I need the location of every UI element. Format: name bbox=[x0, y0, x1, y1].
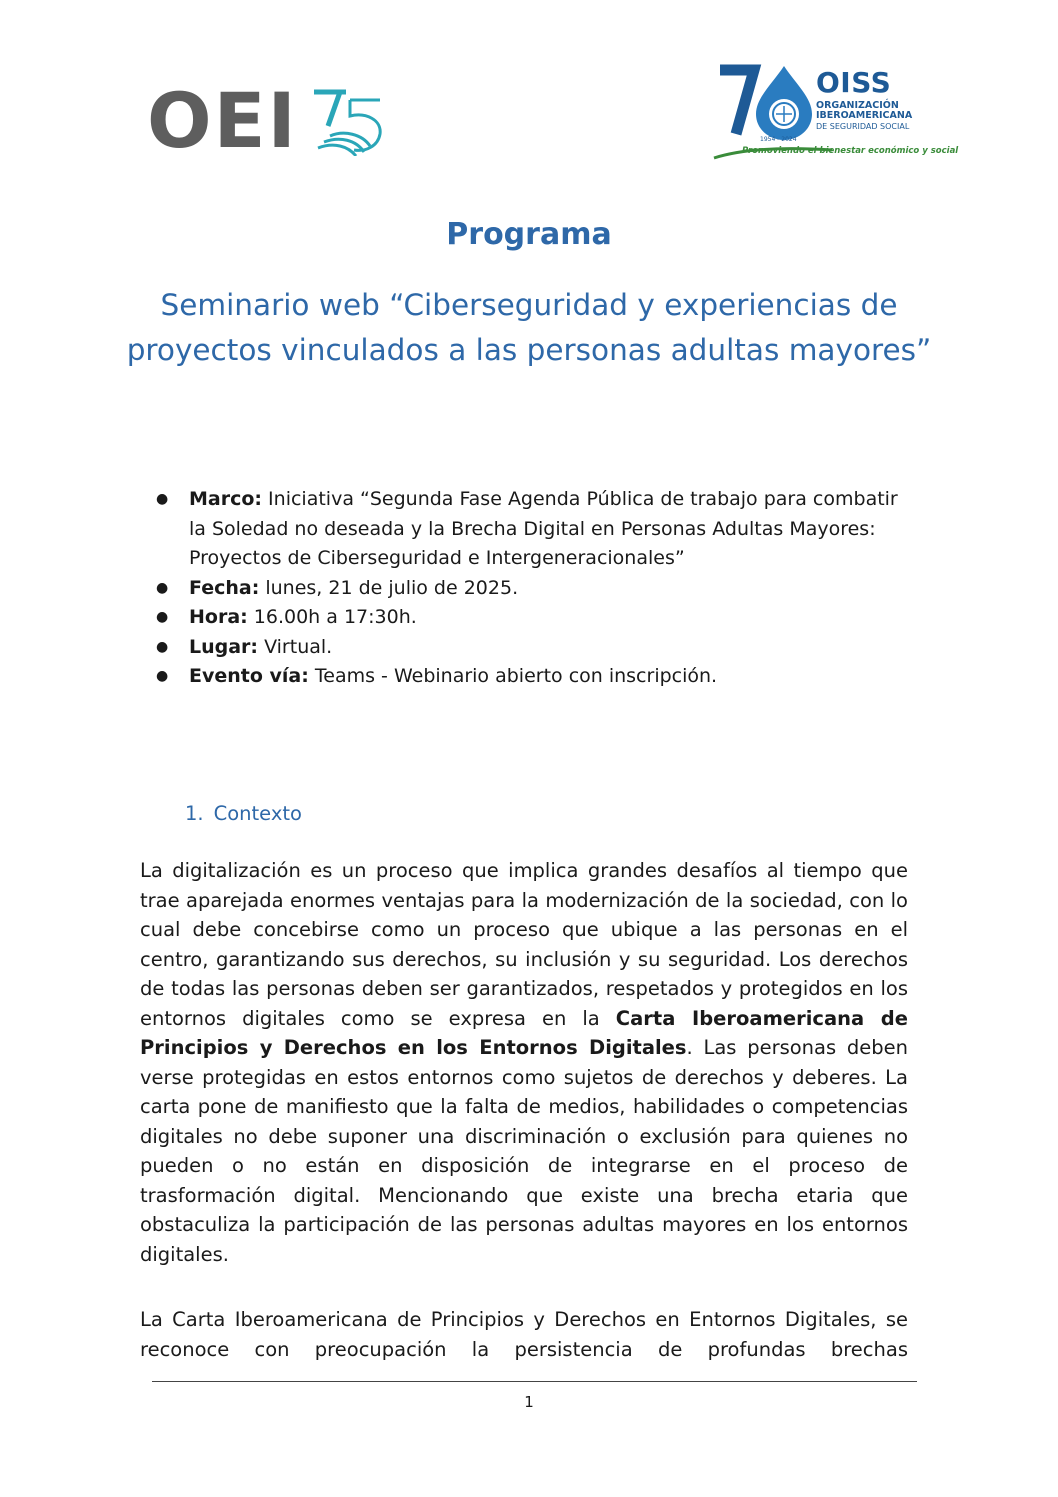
context-paragraph-2: La Carta Iberoamericana de Principios y Derechos en Entornos Digitales, se reconoce con preocupación la persistencia de profundas brechas bbox=[140, 1308, 908, 1361]
detail-item-fecha: ● Fecha: lunes, 21 de julio de 2025. bbox=[152, 574, 912, 604]
context-paragraph-1: La digitalización es un proceso que implica grandes desafíos al tiempo que trae aparejada enormes ventajas para la modernización de la sociedad, con lo cual debe concebirse como un proceso que ubique a las personas en el centro, garantizando sus derechos, su inclusión y su seguridad. Los derechos de todas las personas deben ser garantizados, respetados y protegidos en los entornos digitales como se expresa en la Carta Iberoamericana de Principios y Derechos en los Entornos Digitales. Las personas deben verse protegidas en estos entornos como sujetos de derechos y deberes. La carta pone de manifiesto que la falta de medios, habilidades o competencias digitales no debe suponer una discriminación o exclusión para quienes no pueden o no están en disposición de integrarse en el proceso de trasformación digital. Mencionando que existe una brecha etaria que obstaculiza la participación de las personas adultas mayores en los entornos digitales. bbox=[140, 859, 908, 1266]
section-heading-contexto bbox=[185, 802, 302, 825]
page-title: Programa bbox=[446, 217, 612, 252]
oei-logo-text: OEI bbox=[147, 76, 298, 165]
oei-logo bbox=[147, 76, 386, 165]
detail-item-hora: ● Hora: 16.00h a 17:30h. bbox=[152, 603, 912, 633]
carta-reference: Carta Iberoamericana de Principios y Derechos en los Entornos Digitales bbox=[140, 1006, 908, 1059]
detail-item-lugar: ● Lugar: Virtual. bbox=[152, 633, 912, 663]
oiss-logo-org: ORGANIZACIÓN IBEROAMERICANA bbox=[816, 100, 913, 121]
oei-75-mark-icon bbox=[310, 86, 386, 156]
bullet-icon: ● bbox=[156, 668, 169, 684]
section-title: Contexto bbox=[213, 802, 302, 825]
event-details-list bbox=[152, 485, 912, 692]
bullet-icon: ● bbox=[156, 609, 169, 625]
oiss-logo-name: OISS bbox=[816, 66, 892, 99]
oiss-logo-slogan: Promoviendo el bienestar económico y social bbox=[742, 146, 959, 156]
bullet-icon: ● bbox=[156, 579, 169, 596]
section-number: 1. bbox=[185, 802, 204, 825]
bullet-icon: ● bbox=[156, 491, 169, 507]
bullet-icon: ● bbox=[156, 638, 169, 655]
footer-divider bbox=[152, 1381, 917, 1382]
page-subtitle: Seminario web “Ciberseguridad y experiencias de proyectos vinculados a las personas adultas mayores” bbox=[126, 288, 932, 367]
oiss-logo-years: 1954 - 2024 bbox=[760, 136, 797, 143]
detail-item-marco: ● Marco: Iniciativa “Segunda Fase Agenda Pública de trabajo para combatir la Soledad no deseada y la Brecha Digital en Personas Adultas Mayores: Proyectos de Ciberseguridad e Intergeneracionales” bbox=[152, 485, 912, 574]
page-number: 1 bbox=[524, 1393, 534, 1411]
oiss-logo-org-line3: DE SEGURIDAD SOCIAL bbox=[816, 122, 910, 131]
oiss-logo bbox=[712, 64, 959, 164]
detail-item-evento: ● Evento vía: Teams - Webinario abierto con inscripción. bbox=[152, 662, 912, 692]
